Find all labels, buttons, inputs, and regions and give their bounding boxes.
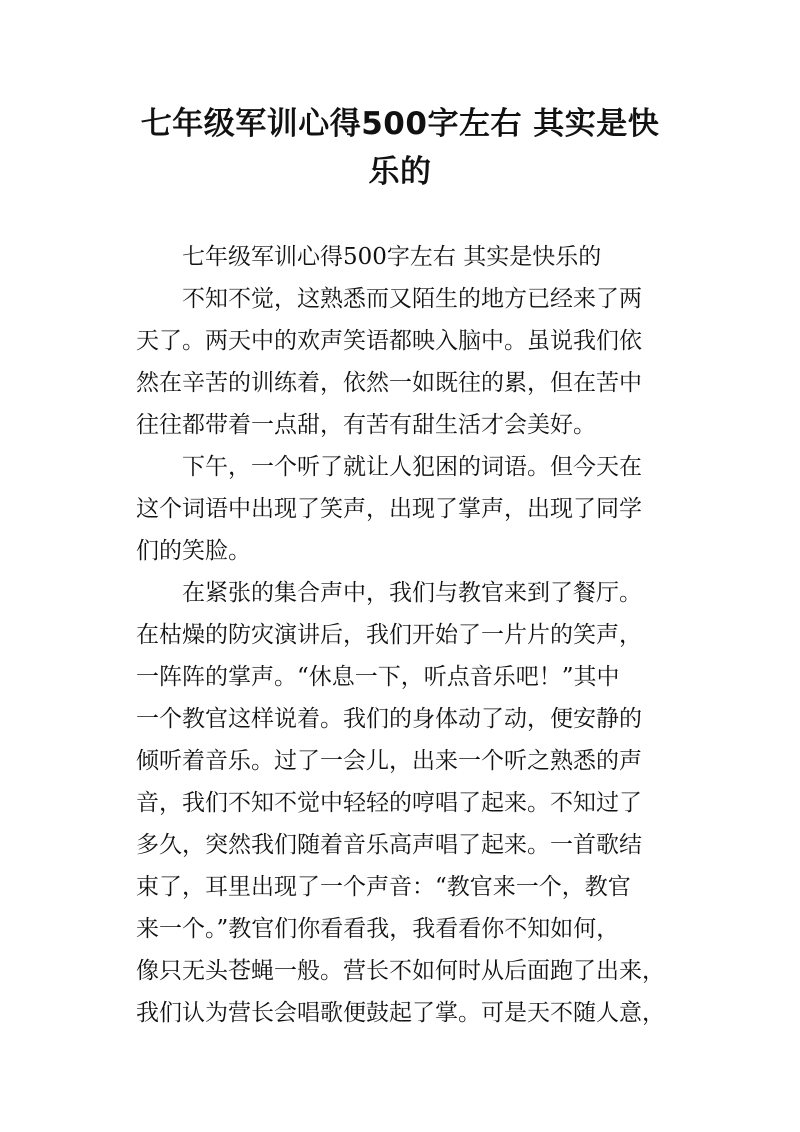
document-title bbox=[130, 100, 670, 196]
title-line-2: 乐的 bbox=[368, 154, 432, 190]
paragraph-3-line-9: 来一个。”教官们你看看我，我看看你不知如何， bbox=[136, 916, 620, 942]
subtitle-line: 七年级军训心得500字左右 其实是快乐的 bbox=[182, 244, 602, 270]
paragraph-1-line-3: 然在辛苦的训练着，依然一如既往的累，但在苦中 bbox=[136, 370, 642, 396]
paragraph-3-line-8: 束了，耳里出现了一个声音：“教官来一个，教官 bbox=[136, 874, 631, 900]
paragraph-1-line-4: 往往都带着一点甜，有苦有甜生活才会美好。 bbox=[136, 412, 596, 438]
paragraph-3-line-5: 倾听着音乐。过了一会儿，出来一个听之熟悉的声 bbox=[136, 748, 642, 774]
paragraph-3-line-2: 在枯燥的防灾演讲后，我们开始了一片片的笑声， bbox=[136, 622, 642, 648]
paragraph-3-line-11: 我们认为营长会唱歌便鼓起了掌。可是天不随人意， bbox=[136, 1000, 665, 1026]
paragraph-2-line-1: 下午，一个听了就让人犯困的词语。但今天在 bbox=[182, 454, 642, 480]
paragraph-2-line-2: 这个词语中出现了笑声，出现了掌声，出现了同学 bbox=[136, 496, 642, 522]
paragraph-3-line-6: 音，我们不知不觉中轻轻的哼唱了起来。不知过了 bbox=[136, 790, 642, 816]
document-body bbox=[136, 236, 676, 1034]
paragraph-3-line-4: 一个教官这样说着。我们的身体动了动，便安静的 bbox=[136, 706, 642, 732]
paragraph-2-line-3: 们的笑脸。 bbox=[136, 538, 251, 564]
paragraph-3-line-7: 多久，突然我们随着音乐高声唱了起来。一首歌结 bbox=[136, 832, 642, 858]
paragraph-3-line-1: 在紧张的集合声中，我们与教官来到了餐厅。 bbox=[182, 580, 642, 606]
paragraph-1-line-1: 不知不觉，这熟悉而又陌生的地方已经来了两 bbox=[182, 286, 642, 312]
paragraph-1-line-2: 天了。两天中的欢声笑语都映入脑中。虽说我们依 bbox=[136, 328, 642, 354]
paragraph-3-line-3: 一阵阵的掌声。“休息一下，听点音乐吧！”其中 bbox=[136, 664, 620, 690]
title-line-1: 七年级军训心得500字左右 其实是快 bbox=[140, 106, 660, 142]
paragraph-3-line-10: 像只无头苍蝇一般。营长不如何时从后面跑了出来， bbox=[136, 958, 665, 984]
